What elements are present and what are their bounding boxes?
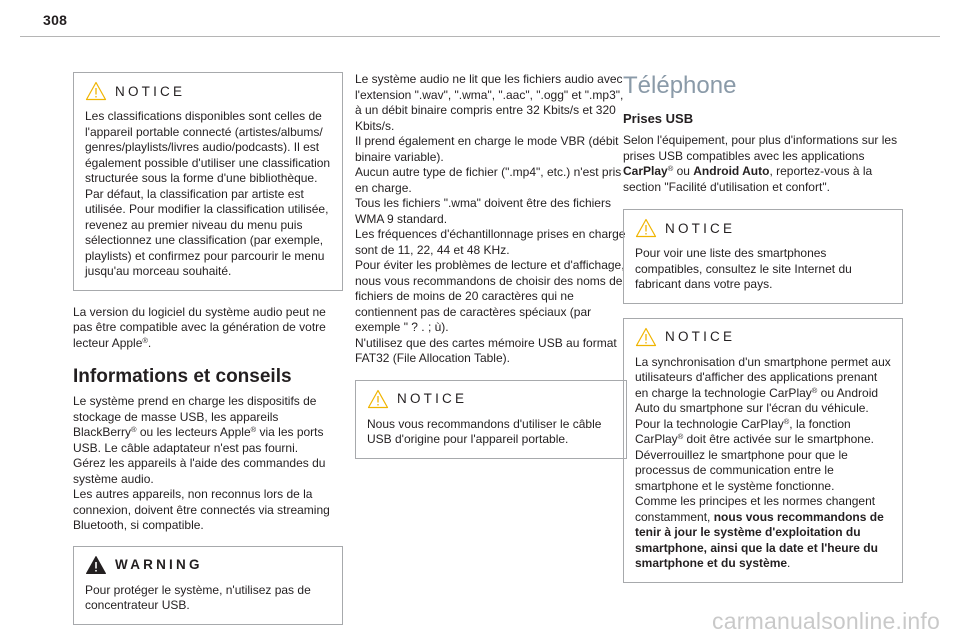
- notice-title: NOTICE: [397, 391, 468, 406]
- software-version-paragraph: [73, 305, 343, 352]
- info-text-2: ou les lecteurs Apple: [136, 425, 251, 439]
- fat32-paragraph: N'utilisez que des cartes mémoire USB au format FAT32 (File Allocation Table).: [355, 335, 617, 365]
- notice-header: [367, 381, 615, 417]
- notice-header: [635, 210, 891, 246]
- column-middle: [355, 72, 627, 459]
- notice-text: Les classifications disponibles sont celles de l'appareil portable connecté (artistes/albums/ genres/playlists/livres audio/podcasts). Il est également possible d'utiliser une classification structurée sous la forme d'une bibliothèque. Par défaut, la classification par artiste est utilisée. Pour modifier la classification utilisée, revenez au premier niveau du menu puis sélectionnez une classification (par exemple, playlists) et confirmez pour parcourir le menu jusqu'au morceau souhaité.: [85, 109, 331, 278]
- sync-text-4: doit être activée sur le smartphone.: [683, 432, 874, 446]
- notice-warning-triangle-icon: [367, 389, 389, 409]
- notice-warning-triangle-icon: [635, 218, 657, 238]
- info-text-1: Le système prend en charge les dispositifs de stockage de masse USB, les appareils BlackBerry: [73, 394, 317, 439]
- notice-title: NOTICE: [665, 220, 736, 236]
- info-text-3: via les ports USB. Le câble adaptateur n'est pas fourni.: [73, 425, 324, 455]
- warning-triangle-icon: [85, 555, 107, 575]
- notice-warning-triangle-icon: [85, 81, 107, 101]
- info-paragraph-controls: Gérez les appareils à l'aide des commandes du système audio.: [73, 456, 326, 486]
- registered-mark: ®: [811, 385, 818, 395]
- top-divider: [20, 36, 940, 37]
- sync-text-3: , la fonction CarPlay: [635, 416, 851, 446]
- notice-text: Pour voir une liste des smartphones compatibles, consultez le site Internet du fabricant dans votre pays.: [635, 246, 852, 291]
- usb-ports-paragraph: [623, 133, 903, 195]
- page-number: 308: [43, 12, 68, 28]
- carplay-label: CarPlay: [623, 164, 668, 178]
- notice-text: Nous vous recommandons d'utiliser le câble USB d'origine pour l'appareil portable.: [367, 416, 602, 446]
- software-version-text: La version du logiciel du système audio peut ne pas être compatible avec la génération de votre lecteur Apple: [73, 304, 326, 350]
- android-auto-label: Android Auto: [693, 164, 770, 178]
- registered-mark: ®: [142, 335, 148, 345]
- notice-box-smartphones-list: [623, 209, 903, 304]
- info-paragraph-bluetooth: Les autres appareils, non reconnus lors de la connexion, doivent être connectés via streaming Bluetooth, si compatible.: [73, 487, 330, 532]
- column-right: [623, 72, 903, 583]
- update-text: Comme les principes et les normes changent constamment,: [635, 494, 876, 524]
- watermark: carmanualsonline.info: [712, 608, 940, 634]
- update-paragraph: [635, 494, 891, 572]
- section-heading-informations: Informations et conseils: [73, 366, 292, 387]
- unlock-paragraph: Déverrouillez le smartphone pour que le processus de communication entre le smartphone et le système fonctionne.: [635, 447, 848, 493]
- sync-text-1: La synchronisation d'un smartphone permet aux utilisateurs d'afficher des applications prenant en charge la technologie CarPlay: [635, 354, 891, 400]
- vbr-paragraph: Il prend également en charge le mode VBR (débit binaire variable).: [355, 134, 619, 164]
- column-left: [73, 72, 343, 625]
- period: .: [147, 335, 152, 350]
- notice-warning-triangle-icon: [635, 327, 657, 347]
- period: .: [787, 556, 791, 570]
- notice-header: [85, 73, 331, 109]
- subheading-usb-ports: Prises USB: [623, 111, 694, 126]
- wma-paragraph: Tous les fichiers ".wma" doivent être des fichiers WMA 9 standard.: [355, 196, 611, 226]
- warning-text: Pour protéger le système, n'utilisez pas de concentrateur USB.: [85, 582, 311, 612]
- registered-mark: ®: [131, 425, 137, 434]
- notice-box-synchronisation: [623, 318, 903, 583]
- usb-text-1: Selon l'équipement, pour plus d'informations sur les prises USB compatibles avec les applications: [623, 133, 898, 163]
- file-names-paragraph: Pour éviter les problèmes de lecture et d'affichage, nous vous recommandons de choisir des noms de fichiers de moins de 20 caractères qui ne contiennent pas de caractères spéciaux (par exemple " ? . ; ù).: [355, 258, 625, 334]
- info-paragraph-devices: [73, 394, 343, 456]
- sampling-rates-paragraph: Les fréquences d'échantillonnage prises en charge sont de 11, 22, 44 et 48 KHz.: [355, 227, 626, 257]
- unsupported-files-paragraph: Aucun autre type de fichier (".mp4", etc.) n'est pris en charge.: [355, 165, 622, 195]
- registered-mark: ®: [677, 432, 684, 441]
- notice-title: NOTICE: [115, 83, 186, 99]
- notice-box-usb-cable: [355, 380, 627, 459]
- notice-header: [635, 319, 891, 355]
- sync-paragraph: [635, 355, 891, 448]
- sync-text-2: ou Android Auto du smartphone sur l'écran du véhicule. Pour la technologie CarPlay: [635, 385, 879, 431]
- warning-box-usb-hub: [73, 546, 343, 625]
- audio-formats-paragraph: Le système audio ne lit que les fichiers audio avec l'extension ".wav", ".wma", ".aac", ".ogg" et ".mp3", à un débit binaire compris entre 32 Kbits/s et 320 Kbits/s.: [355, 72, 624, 133]
- notice-title: NOTICE: [665, 329, 736, 344]
- warning-title: WARNING: [115, 557, 203, 572]
- notice-box-classifications: [73, 72, 343, 291]
- section-heading-telephone: Téléphone: [623, 72, 737, 99]
- registered-mark: ®: [667, 164, 674, 173]
- usb-text-2: ou: [673, 164, 694, 178]
- update-recommendation-bold: nous vous recommandons de tenir à jour le système d'exploitation du smartphone, ainsi que la date et l'heure du smartphone et du système: [635, 509, 884, 570]
- warning-header: [85, 547, 331, 583]
- registered-mark: ®: [250, 425, 257, 434]
- registered-mark: ®: [783, 416, 790, 426]
- usb-text-3: , reportez-vous à la section "Facilité d'utilisation et confort".: [623, 164, 873, 194]
